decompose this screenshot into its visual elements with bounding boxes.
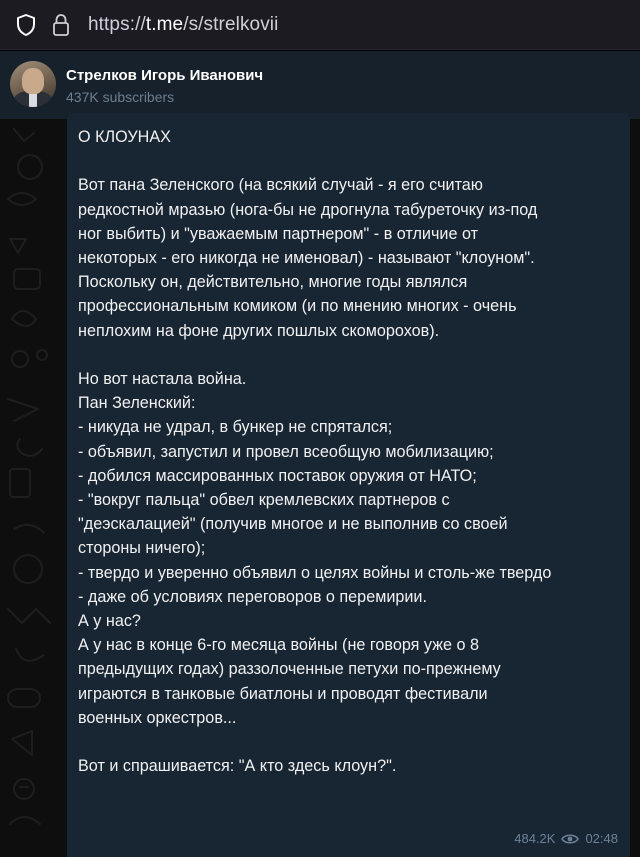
view-count: 484.2K	[514, 831, 556, 846]
message-text	[78, 125, 623, 778]
message-line: - даже об условиях переговоров о перемирии.	[78, 587, 427, 606]
lock-icon[interactable]	[52, 13, 70, 37]
message-line: неплохим на фоне других пошлых скоморохов).	[78, 321, 440, 340]
message-line: предыдущих годах) раззолоченные петухи по-прежнему	[78, 660, 501, 679]
message-line: профессиональным комиком (и по мнению многих - очень	[78, 297, 517, 316]
message-line: некоторых - его никогда не именовал) - называют "клоуном".	[78, 249, 535, 267]
message-line	[78, 149, 623, 173]
url-prefix: https://	[88, 14, 146, 35]
url-host: t.me	[145, 14, 184, 35]
url-text[interactable]	[88, 14, 278, 36]
eye-icon	[561, 833, 579, 845]
message-meta	[514, 831, 618, 846]
message-line: "деэскалацией" (получив многое и не выполнив со своей	[78, 515, 508, 534]
message-line: стороны ничего);	[78, 539, 206, 558]
url-path: /s/strelkovii	[183, 14, 279, 35]
shield-icon[interactable]	[16, 14, 36, 36]
message-line: играются в танковые биатлоны и проводят фестивали	[78, 684, 488, 703]
message-line: - объявил, запустил и провел всеобщую мобилизацию;	[78, 442, 494, 461]
message-line: А у нас?	[78, 612, 141, 631]
message-line: Поскольку он, действительно, многие годы являлся	[78, 273, 468, 292]
channel-title[interactable]: Стрелков Игорь Иванович	[66, 67, 264, 84]
message-line	[78, 343, 623, 367]
message-line: - твердо и уверенно объявил о целях войны и столь-же твердо	[78, 563, 552, 582]
message-line: Вот и спрашивается: "А кто здесь клоун?".	[78, 757, 397, 776]
message-line: О КЛОУНАХ	[78, 128, 171, 146]
message-line: военных оркестров...	[78, 708, 237, 727]
message-line	[78, 730, 623, 754]
message-line: редкостной мразью (нога-бы не дрогнула табуреточку из-под	[78, 200, 538, 219]
message-line: ног выбить) и "уважаемым партнером" - в отличие от	[78, 224, 479, 243]
channel-header	[0, 51, 640, 119]
message-line: Но вот настала война.	[78, 370, 247, 388]
browser-address-bar[interactable]	[0, 0, 640, 50]
message-line: - "вокруг пальца" обвел кремлевских партнеров с	[78, 491, 450, 510]
avatar[interactable]	[10, 61, 56, 107]
message-line: - никуда не удрал, в бункер не спрятался;	[78, 418, 393, 437]
message-time: 02:48	[585, 831, 618, 846]
message-line: А у нас в конце 6-го месяца войны (не говоря уже о 8	[78, 636, 480, 655]
message-line: - добился массированных поставок оружия от НАТО;	[78, 466, 477, 485]
message-line: Пан Зеленский:	[78, 394, 196, 413]
message-line: Вот пана Зеленского (на всякий случай - я его считаю	[78, 176, 483, 195]
subscriber-count: 437K subscribers	[66, 89, 175, 105]
